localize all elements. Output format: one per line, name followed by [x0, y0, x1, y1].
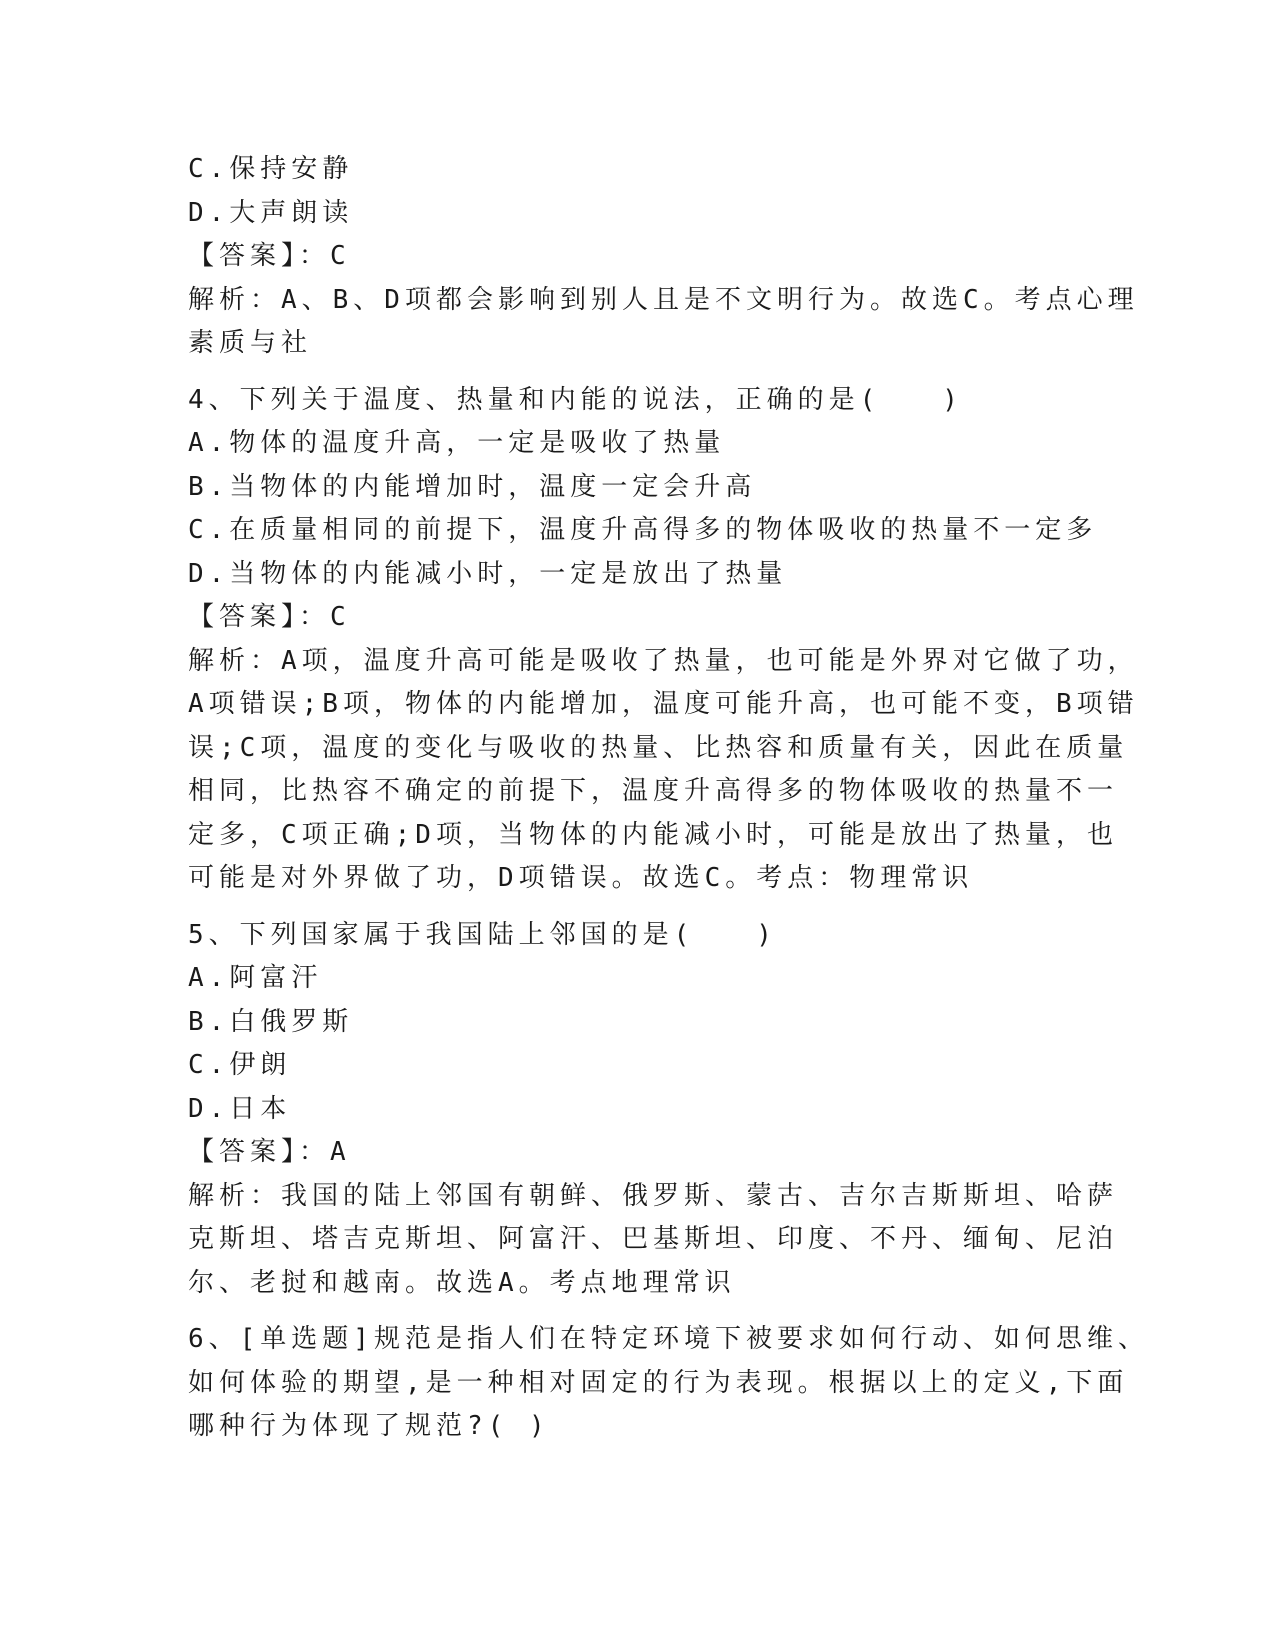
analysis-line: 相同，比热容不确定的前提下，温度升高得多的物体吸收的热量不一 — [188, 776, 1119, 806]
question-4 — [188, 379, 1139, 901]
analysis-line: A项错误;B项，物体的内能增加，温度可能升高，也可能不变，B项错 — [188, 689, 1139, 719]
option-line: B.白俄罗斯 — [188, 1006, 354, 1037]
option-line: D.大声朗读 — [188, 197, 354, 228]
question-stem: 哪种行为体现了规范?( ) — [188, 1411, 550, 1441]
option-line: C.保持安静 — [188, 154, 354, 184]
question-stem: 4、下列关于温度、热量和内能的说法，正确的是( ) — [188, 384, 963, 415]
analysis-line: 克斯坦、塔吉克斯坦、阿富汗、巴基斯坦、印度、不丹、缅甸、尼泊 — [188, 1224, 1119, 1254]
option-line: A.物体的温度升高，一定是吸收了热量 — [188, 428, 726, 458]
analysis-line: 解析：A项，温度升高可能是吸收了热量，也可能是外界对它做了功， — [188, 645, 1139, 676]
question-stem: 如何体验的期望,是一种相对固定的行为表现。根据以上的定义,下面 — [188, 1367, 1129, 1398]
analysis-line: 尔、老挝和越南。故选A。考点地理常识 — [188, 1267, 736, 1298]
analysis-line: 误;C项，温度的变化与吸收的热量、比热容和质量有关，因此在质量 — [188, 732, 1129, 763]
option-line: D.当物体的内能减小时，一定是放出了热量 — [188, 558, 788, 589]
question-stem: 6、[单选题]规范是指人们在特定环境下被要求如何行动、如何思维、 — [188, 1324, 1149, 1354]
answer-line: 【答案】：A — [188, 1137, 351, 1167]
question-5 — [188, 914, 1119, 1306]
answer-line: 【答案】：C — [188, 241, 351, 271]
option-line: A.阿富汗 — [188, 963, 323, 993]
option-line: D.日本 — [188, 1093, 292, 1124]
analysis-line: 可能是对外界做了功，D项错误。故选C。考点：物理常识 — [188, 863, 974, 893]
analysis-line: 解析：我国的陆上邻国有朝鲜、俄罗斯、蒙古、吉尔吉斯斯坦、哈萨 — [188, 1180, 1119, 1211]
analysis-line: 定多，C项正确;D项，当物体的内能减小时，可能是放出了热量，也 — [188, 819, 1118, 850]
option-line: C.伊朗 — [188, 1050, 292, 1080]
analysis-line: 解析：A、B、D项都会影响到别人且是不文明行为。故选C。考点心理 — [188, 284, 1139, 315]
option-line: B.当物体的内能增加时，温度一定会升高 — [188, 471, 757, 502]
analysis-line: 素质与社 — [188, 328, 313, 358]
option-line: C.在质量相同的前提下，温度升高得多的物体吸收的热量不一定多 — [188, 515, 1098, 545]
question-6 — [188, 1318, 1149, 1449]
document-page — [188, 148, 1149, 1449]
question-stem: 5、下列国家属于我国陆上邻国的是( ) — [188, 919, 777, 950]
answer-line: 【答案】：C — [188, 602, 351, 632]
question-3-continued — [188, 148, 1139, 366]
